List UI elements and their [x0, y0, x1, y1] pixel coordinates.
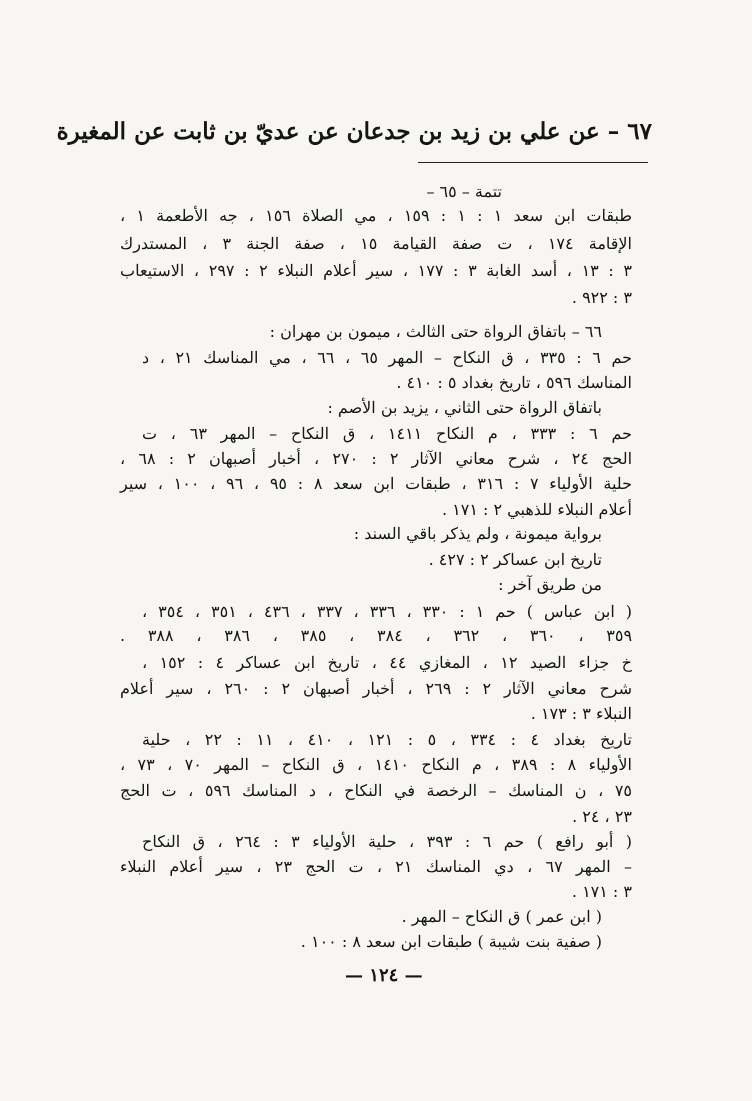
text-line: ٣ : ١٣ ، أسد الغابة ٣ : ١٧٧ ، سير أعلام النبلاء ٢ : ٢٩٧ ، الاستيعاب — [120, 261, 632, 280]
text-line: من طريق آخر : — [498, 575, 602, 594]
text-line: أعلام النبلاء للذهبي ٢ : ١٧١ . — [441, 500, 632, 519]
text-line: حلية الأولياء ٧ : ٣١٦ ، طبقات ابن سعد ٨ : ٩٥ ، ٩٦ ، ١٠٠ ، سير — [120, 474, 632, 493]
text-line: ٣ : ١٧١ . — [571, 882, 632, 901]
heading-divider — [418, 162, 648, 163]
text-line: ٢٣ ، ٢٤ . — [572, 807, 632, 826]
text-line: الأولياء ٨ : ٣٨٩ ، م النكاح ١٤١٠ ، ق النكاح – المهر ٧٠ ، ٧٣ ، — [120, 755, 633, 774]
text-line: ( ابن عمر ) ق النكاح – المهر . — [401, 907, 602, 926]
text-line: المناسك ٥٩٦ ، تاريخ بغداد ٥ : ٤١٠ . — [396, 373, 632, 392]
text-line: الإقامة ١٧٤ ، ت صفة القيامة ١٥ ، صفة الجنة ٣ ، المستدرك — [120, 234, 632, 253]
text-line: شرح معاني الآثار ٢ : ٢٦٩ ، أخبار أصبهان ٢ : ٢٦٠ ، سير أعلام — [120, 679, 633, 698]
text-line: ( ابن عباس ) حم ١ : ٣٣٠ ، ٣٣٦ ، ٣٣٧ ، ٤٣٦ ، ٣٥١ ، ٣٥٤ ، — [142, 602, 633, 621]
text-line: ٦٦ – باتفاق الرواة حتى الثالث ، ميمون بن مهران : — [269, 322, 602, 341]
text-line: برواية ميمونة ، ولم يذكر باقي السند : — [353, 524, 602, 543]
text-line: – المهر ٦٧ ، دي المناسك ٢١ ، ت الحج ٢٣ ، سير أعلام النبلاء — [120, 857, 633, 876]
text-line: ( صفية بنت شيبة ) طبقات ابن سعد ٨ : ١٠٠ . — [300, 932, 602, 951]
text-line: ٣٥٩ ، ٣٦٠ ، ٣٦٢ ، ٣٨٤ ، ٣٨٥ ، ٣٨٦ ، ٣٨٨ . — [120, 626, 633, 645]
text-line: طبقات ابن سعد ١ : ١ : ١٥٩ ، مي الصلاة ١٥٦ ، جه الأطعمة ١ ، — [120, 206, 633, 225]
text-line: ٣ : ٩٢٢ . — [571, 288, 632, 307]
text-line: ٧٥ ، ن المناسك – الرخصة في النكاح ، د المناسك ٥٩٦ ، ت الحج — [120, 781, 632, 800]
hadith-heading: ٦٧ – عن علي بن زيد بن جدعان عن عديّ بن ثابت عن المغيرة — [56, 118, 652, 145]
text-line: حم ٦ : ٣٣٥ ، ق النكاح – المهر ٦٥ ، ٦٦ ، مي المناسك ٢١ ، د — [142, 348, 632, 367]
text-line: باتفاق الرواة حتى الثاني ، يزيد بن الأصم : — [327, 398, 602, 417]
text-line: النبلاء ٣ : ١٧٣ . — [530, 704, 632, 723]
text-line: تتمة – ٦٥ – — [426, 182, 502, 201]
page-number: — ١٢٤ — — [345, 965, 423, 986]
text-line: تاريخ ابن عساكر ٢ : ٤٢٧ . — [428, 550, 602, 569]
text-line: تاريخ بغداد ٤ : ٣٣٤ ، ٥ : ١٢١ ، ٤١٠ ، ١١ : ٢٢ ، حلية — [142, 730, 633, 749]
text-line: خ جزاء الصيد ١٢ ، المغازي ٤٤ ، تاريخ ابن عساكر ٤ : ١٥٢ ، — [142, 653, 633, 672]
text-line: حم ٦ : ٣٣٣ ، م النكاح ١٤١١ ، ق النكاح – المهر ٦٣ ، ت — [142, 424, 633, 443]
text-line: ( أبو رافع ) حم ٦ : ٣٩٣ ، حلية الأولياء ٣ : ٢٦٤ ، ق النكاح — [142, 832, 633, 851]
text-line: الحج ٢٤ ، شرح معاني الآثار ٢ : ٢٧٠ ، أخبار أصبهان ٢ : ٦٨ ، — [120, 449, 633, 468]
